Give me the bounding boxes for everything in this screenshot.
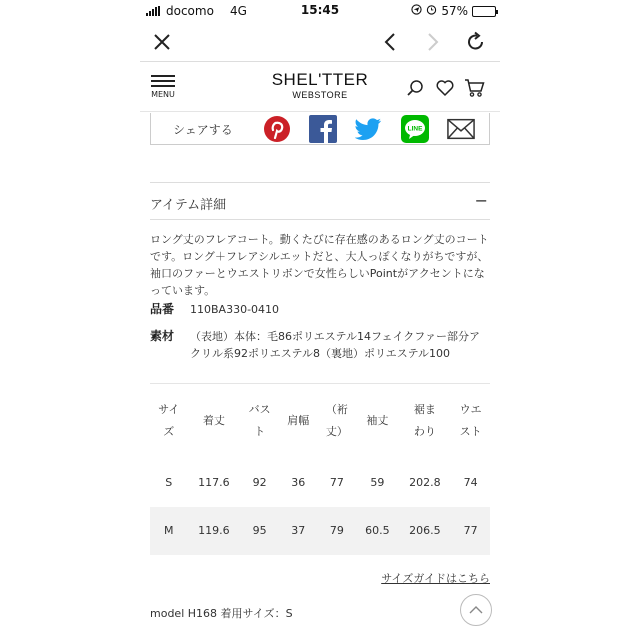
mail-icon[interactable] — [447, 115, 475, 143]
size-table-header-cell: 袖丈 — [356, 384, 398, 459]
size-table-cell: 60.5 — [365, 524, 390, 537]
size-table-header — [150, 384, 490, 459]
size-table-cell: 59 — [370, 476, 385, 489]
item-description: ロング丈のフレアコート。動くたびに存在感のあるロング丈のコートです。ロング＋フレアシルエットだと、大人っぽくなりがちですが、袖口のファーとウエストリボンで女性らしいPointがアクセントになっています。 — [150, 233, 489, 297]
size-table-header-cell: 肩幅 — [279, 384, 318, 459]
size-table-header-cell: バス ト — [240, 384, 279, 459]
battery-icon — [472, 6, 496, 17]
heart-icon[interactable] — [434, 77, 456, 99]
size-table-cell: 37 — [291, 524, 306, 537]
size-table-header-cell: 着丈 — [188, 384, 241, 459]
battery-percent: 57% — [441, 4, 468, 18]
collapse-icon[interactable]: − — [474, 191, 488, 210]
size-table-header-cell: （裄 丈） — [318, 384, 357, 459]
alarm-icon — [426, 4, 437, 18]
size-table-header-cell: 裾ま わり — [399, 384, 452, 459]
size-table — [150, 383, 490, 555]
back-icon[interactable] — [375, 26, 407, 58]
size-table-cell: 95 — [252, 524, 267, 537]
size-table-cell: 77 — [329, 476, 344, 489]
item-number-row — [150, 300, 490, 320]
reload-icon[interactable] — [460, 26, 492, 58]
twitter-icon[interactable] — [355, 115, 383, 143]
site-logo[interactable] — [270, 70, 370, 100]
header-icons — [404, 77, 486, 99]
logo-main: SHEL'TTER — [271, 70, 369, 89]
back-to-top-button[interactable] — [460, 594, 492, 626]
close-icon[interactable] — [146, 26, 178, 58]
table-row — [150, 507, 490, 555]
menu-button[interactable] — [148, 72, 178, 99]
pinterest-icon[interactable] — [263, 115, 291, 143]
item-detail-header[interactable] — [150, 182, 490, 220]
share-icons — [263, 115, 475, 143]
item-number-label: 品番 — [150, 302, 175, 316]
line-icon[interactable] — [401, 115, 429, 143]
size-table-cell: 74 — [463, 476, 478, 489]
location-icon — [411, 4, 422, 18]
size-table-header-cell: サイ ズ — [150, 384, 188, 459]
size-guide-link[interactable]: サイズガイドはこちら — [381, 572, 490, 585]
size-table-cell: 79 — [329, 524, 344, 537]
model-note: model H168 着用サイズ：S — [150, 607, 293, 620]
size-table-cell: 119.6 — [198, 524, 230, 537]
network-label: 4G — [229, 4, 247, 18]
table-row — [150, 459, 490, 507]
material-row — [150, 327, 490, 367]
size-table-cell: 202.8 — [409, 476, 441, 489]
share-label: シェアする — [173, 123, 233, 137]
size-table-cell: 36 — [291, 476, 306, 489]
browser-toolbar — [140, 22, 500, 62]
size-table-body — [150, 459, 490, 555]
item-detail-title: アイテム詳細 — [150, 198, 227, 213]
size-table-cell: 206.5 — [409, 524, 441, 537]
clock: 15:45 — [300, 3, 340, 17]
size-table-cell: 92 — [252, 476, 267, 489]
material-label: 素材 — [150, 329, 175, 343]
forward-icon[interactable] — [416, 26, 448, 58]
cart-icon[interactable] — [464, 77, 486, 99]
size-table-cell: M — [164, 524, 174, 537]
logo-sub: WEBSTORE — [292, 90, 348, 100]
hamburger-icon — [148, 75, 178, 87]
size-table-header-cell: ウエ スト — [451, 384, 490, 459]
size-table-cell: S — [165, 476, 173, 489]
size-table-cell: 77 — [463, 524, 478, 537]
facebook-icon[interactable] — [309, 115, 337, 143]
site-header — [140, 62, 500, 112]
chevron-up-icon — [469, 605, 483, 615]
status-bar — [140, 0, 500, 22]
size-table-cell: 117.6 — [198, 476, 230, 489]
status-right — [411, 4, 496, 18]
carrier-label: docomo — [166, 4, 214, 18]
material-value: （表地）本体：毛86ポリエステル14フェイクファー部分アクリル系92ポリエステル8（裏地）ポリエステル100 — [190, 330, 481, 360]
share-row — [150, 113, 490, 145]
menu-label: MENU — [151, 90, 175, 99]
search-icon[interactable] — [404, 77, 426, 99]
item-number-value: 110BA330-0410 — [190, 303, 280, 316]
line-icon-text: LINE — [407, 125, 423, 133]
